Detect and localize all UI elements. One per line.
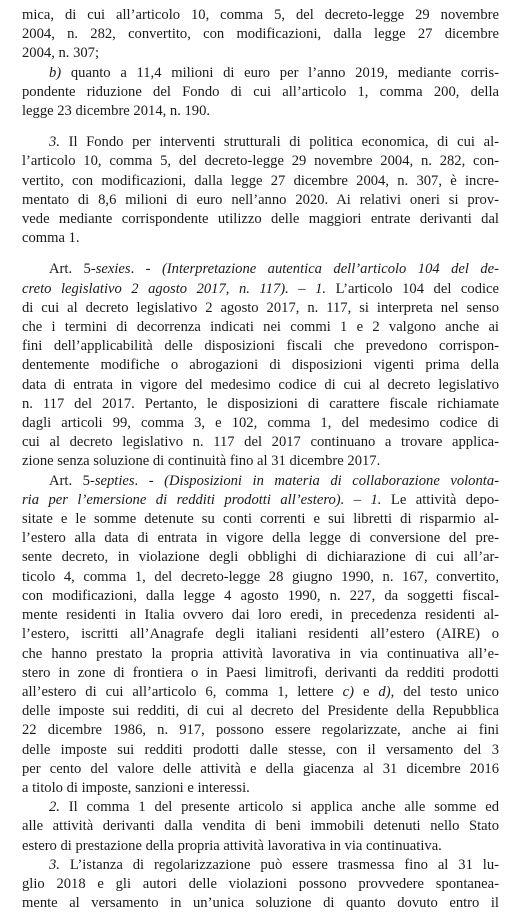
- text-line: vertito, con modificazioni, dalla legge 27 dicembre 2004, n. 307, è incre-: [22, 172, 499, 189]
- article-title: creto legislativo 2 agosto 2017, n. 117). – 1.: [22, 280, 327, 297]
- text-line: data di entrata in vigore del medesimo codice di cui al decreto legislativo: [22, 376, 499, 393]
- text-line: mentato di 8,6 milioni di euro nell’anno 2020. Ai relativi oneri si prov-: [22, 191, 499, 208]
- article-heading-line: [22, 472, 499, 491]
- text-line: zione senza soluzione di continuità fino al 31 dicembre 2017.: [22, 453, 381, 470]
- letter-ref: c): [342, 683, 354, 700]
- text-line: [22, 64, 499, 83]
- text-line: ticolo 4, comma 1, del decreto-legge 28 giugno 1990, n. 167, convertito,: [22, 568, 499, 585]
- text-line: [22, 133, 499, 152]
- article-title: (Interpretazione autentica dell’articolo 104 del de-: [161, 261, 499, 278]
- text-line: alle attività derivanti dalla vendita di beni immobili detenuti nello Stato: [22, 818, 499, 835]
- text-line: l’articolo 10, comma 5, del decreto-legge 29 novembre 2004, n. 282, con-: [22, 153, 499, 170]
- text-line: [22, 491, 499, 510]
- text-fragment: Le attività depo-: [381, 491, 499, 508]
- text-line: mente residenti in Italia ovvero dai loro eredi, in precedenza residenti al-: [22, 607, 499, 624]
- text-line: sitate e le somme detenute su conti correnti e sui libretti di risparmio al-: [22, 511, 499, 528]
- article-suffix: sexies: [95, 261, 131, 278]
- text-line: a titolo di imposte, sanzioni e interessi.: [22, 779, 250, 796]
- text-line: dentemente modifiche o abrogazioni di disposizioni vigenti prima della: [22, 357, 499, 374]
- text-line: dagli articoli 99, comma 3, e 102, comma 1, del medesimo codice di: [22, 415, 499, 432]
- text-line: [22, 280, 499, 299]
- text-fragment: Il comma 1 del presente articolo si applica anche alle somme ed: [59, 799, 499, 816]
- text-line: [22, 683, 499, 702]
- comma-number: 2.: [49, 799, 60, 816]
- article-title: ria per l’emersione di redditi prodotti all’estero). – 1.: [22, 491, 382, 508]
- text-line: delle imposte sui redditi, di cui al decreto del Presidente della Repubblica: [22, 703, 499, 720]
- text-line: cui al decreto legislativo n. 117 del 2017 continuano a trovare applica-: [22, 434, 499, 451]
- article-5-sexies: [22, 260, 499, 471]
- paragraph-continuation: [22, 6, 499, 64]
- text-line: di cui al decreto legislativo 2 agosto 2017, n. 117, si interpreta nel senso: [22, 299, 499, 316]
- text-line: 22 dicembre 1986, n. 917, possono essere regolarizzate, anche ai fini: [22, 722, 499, 739]
- text-fragment: e: [353, 683, 379, 700]
- text-line: [22, 856, 499, 875]
- text-line: stero in zone di frontiera o in Paesi limitrofi, derivanti da redditi prodotti: [22, 664, 499, 681]
- text-line: 2004, n. 282, convertito, con modificazioni, dalla legge 27 dicembre: [22, 26, 499, 43]
- text-line: l’estero, iscritti all’Anagrafe degli italiani residenti all’estero (AIRE) o: [22, 626, 499, 643]
- paragraph-comma-3b: [22, 856, 499, 913]
- text-line: [22, 798, 499, 817]
- text-line: 2004, n. 307;: [22, 45, 100, 62]
- paragraph-comma-2: [22, 798, 499, 856]
- text-line: glio 2018 e gli autori delle violazioni possono provvedere spontanea-: [22, 875, 499, 892]
- text-line: che hanno prestato la propria attività lavorativa in via continuativa all’e-: [22, 645, 499, 662]
- text-line: mica, di cui all’articolo 10, comma 5, del decreto-legge 29 novembre: [22, 7, 499, 23]
- article-label: Art. 5-: [49, 261, 96, 278]
- text-line: l’estero alla data di entrata in vigore della legge di conversione del pre-: [22, 530, 499, 547]
- text-line: sente decreto, in violazione degli obblighi di dichiarazione di cui all’ar-: [22, 549, 499, 566]
- text-line: fini dell’applicabilità delle disposizioni fiscali che prevedono corrispon-: [22, 338, 499, 355]
- document-body: [22, 6, 499, 913]
- article-heading-line: [22, 260, 499, 279]
- text-line: comma 1.: [22, 230, 80, 247]
- article-label: Art. 5-: [49, 472, 95, 489]
- text-line: estero di prestazione della propria attività lavorativa in via continuativa.: [22, 837, 442, 854]
- article-suffix: septies: [94, 472, 135, 489]
- text-fragment: Il Fondo per interventi strutturali di politica economica, di cui al-: [59, 134, 499, 151]
- text-fragment: quanto a 11,4 milioni di euro per l’anno 2019, mediante corris-: [61, 64, 499, 81]
- text-line: legge 23 dicembre 2014, n. 190.: [22, 103, 211, 120]
- comma-number: 3.: [49, 134, 60, 151]
- text-line: che i termini di decorrenza indicati nei commi 1 e 2 valgono anche ai: [22, 319, 499, 336]
- paragraph-comma-3: [22, 133, 499, 248]
- article-5-septies: [22, 472, 499, 798]
- comma-number: 3.: [49, 856, 60, 873]
- text-fragment: . -: [130, 261, 162, 278]
- text-fragment: L’articolo 104 del codice: [326, 280, 499, 297]
- text-fragment: all’estero di cui all’articolo 6, comma 1, lettere: [22, 683, 343, 700]
- text-line: pondente riduzione del Fondo di cui all’articolo 1, comma 200, della: [22, 83, 499, 100]
- text-fragment: L’istanza di regolarizzazione può essere trasmessa fino al 31 lu-: [59, 856, 499, 873]
- article-title: (Disposizioni in materia di collaborazione volonta-: [164, 472, 499, 489]
- text-line: n. 117 del 2017. Pertanto, le disposizioni di carattere fiscale richiamate: [22, 395, 499, 412]
- text-fragment: , del testo unico: [390, 683, 499, 700]
- paragraph-item-b: [22, 64, 499, 122]
- text-line: mente al versamento in un’unica soluzione di quanto dovuto entro il: [22, 895, 499, 912]
- item-label: b): [49, 64, 62, 81]
- text-line: per cento del valore delle attività e della giacenza al 31 dicembre 2016: [22, 760, 499, 777]
- text-line: vede mediante corrispondente utilizzo delle maggiori entrate derivanti dal: [22, 211, 499, 228]
- text-line: delle imposte sui redditi prodotti dalle stesse, con il versamento del 3: [22, 741, 499, 758]
- text-fragment: . -: [134, 472, 165, 489]
- text-line: con modificazioni, dalla legge 4 agosto 1990, n. 227, da soggetti fiscal-: [22, 587, 499, 604]
- letter-ref: d): [378, 683, 391, 700]
